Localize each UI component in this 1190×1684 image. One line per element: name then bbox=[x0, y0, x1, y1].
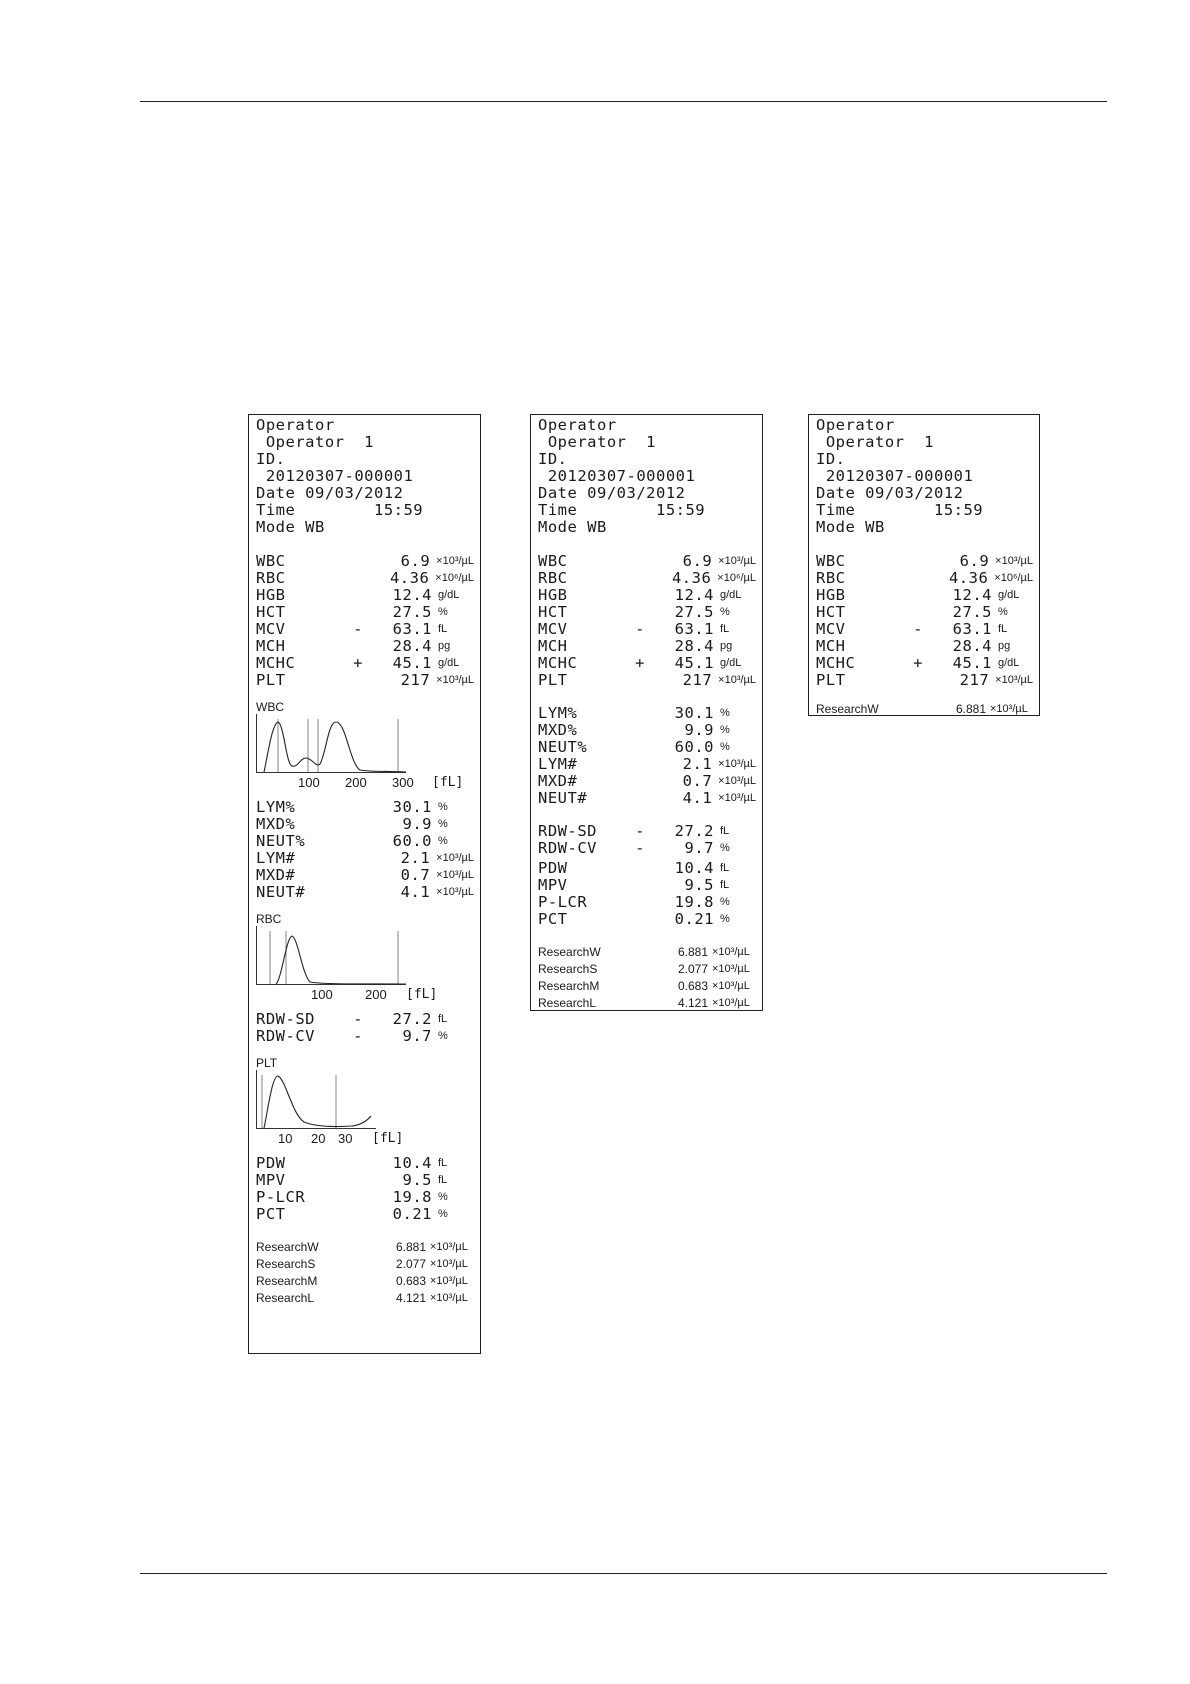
param-value: 9.5 bbox=[402, 1170, 432, 1189]
param-name: ResearchS bbox=[256, 1256, 316, 1271]
param-unit: fL bbox=[438, 1156, 448, 1169]
param-row-wbc bbox=[538, 552, 756, 569]
param-row-mxd- bbox=[538, 721, 756, 738]
param-unit: % bbox=[720, 912, 730, 925]
mode-line: Mode WB bbox=[816, 518, 885, 536]
param-value: 0.21 bbox=[392, 1204, 432, 1223]
param-row-mch bbox=[256, 637, 474, 654]
param-value: 28.4 bbox=[674, 636, 714, 655]
param-unit: ×10³/µL bbox=[718, 554, 756, 567]
param-value: 6.881 bbox=[955, 701, 986, 716]
param-unit: % bbox=[720, 723, 730, 736]
param-unit: % bbox=[438, 800, 448, 813]
research-params bbox=[256, 1238, 474, 1306]
id-label: ID. bbox=[538, 450, 568, 468]
wbc-diff-params bbox=[256, 798, 474, 900]
param-value: 27.5 bbox=[674, 602, 714, 621]
param-name: MXD% bbox=[538, 720, 578, 739]
param-name: HCT bbox=[256, 602, 286, 621]
param-unit: pg bbox=[438, 639, 451, 652]
param-unit: g/dL bbox=[720, 588, 742, 601]
operator-label: Operator bbox=[538, 416, 617, 434]
param-name: LYM# bbox=[256, 848, 296, 867]
param-unit: ×10³/µL bbox=[430, 1274, 468, 1287]
param-unit: ×10³/µL bbox=[990, 702, 1028, 715]
param-unit: ×10³/µL bbox=[430, 1291, 468, 1304]
param-value: 63.1 bbox=[674, 619, 714, 638]
rbc-tick-100: 100 bbox=[311, 987, 333, 1002]
param-value: 12.4 bbox=[952, 585, 992, 604]
id-label: ID. bbox=[256, 450, 286, 468]
param-unit: ×10³/µL bbox=[436, 673, 474, 686]
research-row-researchs bbox=[538, 960, 756, 977]
param-unit: fL bbox=[998, 622, 1008, 635]
param-row-mcv bbox=[816, 620, 1033, 637]
param-name: MCV bbox=[256, 619, 286, 638]
research-row-researchm bbox=[538, 977, 756, 994]
rdw-params bbox=[256, 1010, 474, 1044]
bottom-rule bbox=[140, 1573, 1107, 1574]
param-name: MXD% bbox=[256, 814, 296, 833]
param-row-pct bbox=[538, 910, 756, 927]
param-row-plt bbox=[256, 671, 474, 688]
top-rule bbox=[140, 101, 1107, 102]
param-value: 2.1 bbox=[682, 754, 713, 773]
param-name: RDW-CV bbox=[538, 838, 597, 857]
param-value: 12.4 bbox=[392, 585, 432, 604]
param-row-mpv bbox=[538, 876, 756, 893]
param-value: 4.121 bbox=[395, 1290, 426, 1305]
param-unit: ×10³/µL bbox=[430, 1240, 468, 1253]
param-value: 30.1 bbox=[674, 703, 714, 722]
param-value: 6.881 bbox=[395, 1239, 426, 1254]
param-unit: % bbox=[438, 1207, 448, 1220]
param-row-hct bbox=[256, 603, 474, 620]
param-row-lym- bbox=[256, 849, 474, 866]
param-name: MCH bbox=[816, 636, 846, 655]
param-row-rbc bbox=[256, 569, 474, 586]
param-unit: % bbox=[438, 1029, 448, 1042]
param-name: HGB bbox=[816, 585, 846, 604]
plt-histogram bbox=[256, 1056, 474, 1146]
param-flag: - bbox=[353, 619, 363, 638]
param-row-mch bbox=[816, 637, 1033, 654]
wbc-tick-200: 200 bbox=[345, 775, 367, 790]
param-unit: ×10³/µL bbox=[995, 554, 1033, 567]
header-block bbox=[256, 417, 474, 536]
param-flag: + bbox=[635, 653, 645, 672]
param-unit: g/dL bbox=[998, 588, 1020, 601]
param-flag: - bbox=[635, 838, 645, 857]
research-params bbox=[816, 700, 1033, 717]
param-row-wbc bbox=[816, 552, 1033, 569]
param-row-lym- bbox=[538, 704, 756, 721]
main-params bbox=[816, 552, 1033, 688]
param-value: 6.9 bbox=[959, 551, 990, 570]
research-row-researchl bbox=[538, 994, 756, 1011]
operator-value: Operator 1 bbox=[256, 433, 374, 451]
param-unit: ×10³/µL bbox=[712, 962, 750, 975]
param-row-rdw-cv bbox=[256, 1027, 474, 1044]
param-value: 9.9 bbox=[684, 720, 714, 739]
param-name: ResearchW bbox=[256, 1239, 319, 1254]
research-row-researchs bbox=[256, 1255, 474, 1272]
param-unit: % bbox=[438, 817, 448, 830]
param-unit: % bbox=[438, 1190, 448, 1203]
param-unit: ×10⁶/µL bbox=[994, 571, 1033, 584]
param-name: RBC bbox=[256, 568, 286, 587]
param-name: RDW-SD bbox=[256, 1009, 315, 1028]
param-unit: ×10³/µL bbox=[436, 885, 474, 898]
param-row-wbc bbox=[256, 552, 474, 569]
param-unit: g/dL bbox=[438, 656, 460, 669]
plt-params bbox=[256, 1154, 474, 1222]
param-row-lym- bbox=[538, 755, 756, 772]
param-row-neut- bbox=[256, 883, 474, 900]
param-name: RBC bbox=[538, 568, 568, 587]
param-name: ResearchM bbox=[256, 1273, 318, 1288]
param-row-lym- bbox=[256, 798, 474, 815]
time-line: Time 15:59 bbox=[538, 501, 706, 519]
rbc-tick-200: 200 bbox=[365, 987, 387, 1002]
param-flag: - bbox=[635, 821, 645, 840]
param-name: LYM% bbox=[256, 797, 296, 816]
plt-params bbox=[538, 859, 756, 927]
param-value: 45.1 bbox=[952, 653, 992, 672]
param-value: 63.1 bbox=[952, 619, 992, 638]
rbc-unit: [fL] bbox=[406, 987, 438, 1002]
param-unit: ×10³/µL bbox=[718, 774, 756, 787]
param-value: 19.8 bbox=[392, 1187, 432, 1206]
param-row-mxd- bbox=[538, 772, 756, 789]
wbc-tick-300: 300 bbox=[392, 775, 414, 790]
param-name: HCT bbox=[538, 602, 568, 621]
wbc-diff-params bbox=[538, 704, 756, 806]
wbc-tick-100: 100 bbox=[298, 775, 320, 790]
research-row-researchw bbox=[538, 943, 756, 960]
id-value: 20120307-000001 bbox=[816, 467, 974, 485]
param-value: 2.077 bbox=[677, 961, 708, 976]
param-value: 0.21 bbox=[674, 909, 714, 928]
param-unit: ×10³/µL bbox=[718, 791, 756, 804]
param-row-mcv bbox=[256, 620, 474, 637]
param-row-mpv bbox=[256, 1171, 474, 1188]
rbc-histogram-plot bbox=[256, 926, 406, 986]
param-value: 28.4 bbox=[392, 636, 432, 655]
param-name: PLT bbox=[538, 670, 568, 689]
param-name: MCV bbox=[816, 619, 846, 638]
header-block bbox=[816, 417, 1033, 536]
param-unit: % bbox=[720, 605, 730, 618]
param-name: WBC bbox=[538, 551, 568, 570]
param-name: RDW-SD bbox=[538, 821, 597, 840]
param-value: 0.7 bbox=[400, 865, 431, 884]
param-name: RDW-CV bbox=[256, 1026, 315, 1045]
param-name: MPV bbox=[538, 875, 568, 894]
param-value: 4.121 bbox=[677, 995, 708, 1010]
param-name: NEUT# bbox=[256, 882, 306, 901]
param-name: LYM% bbox=[538, 703, 578, 722]
param-flag: + bbox=[913, 653, 923, 672]
id-value: 20120307-000001 bbox=[256, 467, 414, 485]
param-name: PDW bbox=[538, 858, 568, 877]
param-unit: fL bbox=[720, 878, 730, 891]
rbc-histogram-title: RBC bbox=[256, 912, 282, 926]
param-unit: % bbox=[720, 740, 730, 753]
param-row-rbc bbox=[538, 569, 756, 586]
param-value: 10.4 bbox=[392, 1153, 432, 1172]
param-name: PCT bbox=[256, 1204, 286, 1223]
param-row-mchc bbox=[538, 654, 756, 671]
plt-histogram-title: PLT bbox=[256, 1056, 278, 1070]
param-row-p-lcr bbox=[256, 1188, 474, 1205]
param-value: 0.7 bbox=[682, 771, 713, 790]
param-unit: ×10³/µL bbox=[995, 673, 1033, 686]
param-unit: fL bbox=[438, 622, 448, 635]
param-value: 60.0 bbox=[392, 831, 432, 850]
rdw-params bbox=[538, 822, 756, 856]
param-unit: ×10³/µL bbox=[718, 673, 756, 686]
rbc-histogram bbox=[256, 912, 474, 1002]
param-row-hgb bbox=[816, 586, 1033, 603]
plt-histogram-plot bbox=[256, 1070, 376, 1130]
param-unit: % bbox=[438, 834, 448, 847]
param-value: 6.881 bbox=[677, 944, 708, 959]
param-name: MXD# bbox=[256, 865, 296, 884]
param-row-rdw-sd bbox=[538, 822, 756, 839]
param-row-rdw-cv bbox=[538, 839, 756, 856]
research-row-researchl bbox=[256, 1289, 474, 1306]
param-name: LYM# bbox=[538, 754, 578, 773]
param-name: PCT bbox=[538, 909, 568, 928]
param-row-rbc bbox=[816, 569, 1033, 586]
param-name: ResearchW bbox=[816, 701, 879, 716]
param-row-rdw-sd bbox=[256, 1010, 474, 1027]
param-value: 217 bbox=[959, 670, 990, 689]
operator-label: Operator bbox=[816, 416, 895, 434]
param-value: 27.2 bbox=[392, 1009, 432, 1028]
param-row-mxd- bbox=[256, 866, 474, 883]
param-flag: - bbox=[913, 619, 923, 638]
param-row-neut- bbox=[538, 738, 756, 755]
param-value: 27.5 bbox=[392, 602, 432, 621]
param-unit: ×10³/µL bbox=[712, 979, 750, 992]
param-value: 2.077 bbox=[395, 1256, 426, 1271]
param-name: ResearchM bbox=[538, 978, 600, 993]
param-row-hct bbox=[816, 603, 1033, 620]
printout-no-histograms bbox=[530, 414, 763, 1011]
param-name: PDW bbox=[256, 1153, 286, 1172]
param-name: NEUT# bbox=[538, 788, 588, 807]
mode-line: Mode WB bbox=[538, 518, 607, 536]
param-name: ResearchW bbox=[538, 944, 601, 959]
param-unit: fL bbox=[438, 1173, 448, 1186]
operator-label: Operator bbox=[256, 416, 335, 434]
research-row-researchw bbox=[256, 1238, 474, 1255]
time-line: Time 15:59 bbox=[256, 501, 424, 519]
operator-value: Operator 1 bbox=[538, 433, 656, 451]
plt-unit: [fL] bbox=[372, 1131, 404, 1146]
param-value: 4.1 bbox=[400, 882, 431, 901]
param-name: ResearchL bbox=[256, 1290, 315, 1305]
id-value: 20120307-000001 bbox=[538, 467, 696, 485]
param-name: HGB bbox=[256, 585, 286, 604]
param-unit: ×10³/µL bbox=[718, 757, 756, 770]
param-value: 28.4 bbox=[952, 636, 992, 655]
wbc-histogram bbox=[256, 700, 474, 790]
param-value: 2.1 bbox=[400, 848, 431, 867]
id-label: ID. bbox=[816, 450, 846, 468]
wbc-unit: [fL] bbox=[432, 775, 464, 790]
param-name: MCV bbox=[538, 619, 568, 638]
header-block bbox=[538, 417, 756, 536]
wbc-histogram-title: WBC bbox=[256, 700, 284, 714]
param-row-mchc bbox=[256, 654, 474, 671]
param-value: 4.36 bbox=[671, 568, 712, 587]
param-row-pdw bbox=[256, 1154, 474, 1171]
time-line: Time 15:59 bbox=[816, 501, 984, 519]
param-value: 45.1 bbox=[674, 653, 714, 672]
param-unit: % bbox=[720, 706, 730, 719]
param-value: 9.5 bbox=[684, 875, 714, 894]
param-name: HCT bbox=[816, 602, 846, 621]
param-name: MXD# bbox=[538, 771, 578, 790]
param-row-hgb bbox=[256, 586, 474, 603]
param-name: ResearchL bbox=[538, 995, 597, 1010]
param-flag: + bbox=[353, 653, 363, 672]
param-flag: - bbox=[635, 619, 645, 638]
param-unit: ×10³/µL bbox=[436, 851, 474, 864]
param-value: 4.36 bbox=[389, 568, 430, 587]
param-unit: pg bbox=[720, 639, 733, 652]
param-value: 217 bbox=[400, 670, 431, 689]
param-name: MCHC bbox=[816, 653, 856, 672]
param-unit: ×10³/µL bbox=[436, 554, 474, 567]
param-unit: ×10³/µL bbox=[430, 1257, 468, 1270]
param-row-hct bbox=[538, 603, 756, 620]
param-row-mxd- bbox=[256, 815, 474, 832]
param-name: WBC bbox=[256, 551, 286, 570]
param-value: 10.4 bbox=[674, 858, 714, 877]
param-unit: ×10³/µL bbox=[712, 945, 750, 958]
param-value: 19.8 bbox=[674, 892, 714, 911]
param-name: MCH bbox=[538, 636, 568, 655]
param-value: 4.36 bbox=[948, 568, 989, 587]
param-unit: % bbox=[720, 895, 730, 908]
param-row-pct bbox=[256, 1205, 474, 1222]
param-value: 4.1 bbox=[682, 788, 713, 807]
param-name: RBC bbox=[816, 568, 846, 587]
date-line: Date 09/03/2012 bbox=[538, 484, 686, 502]
research-params bbox=[538, 943, 756, 1011]
param-unit: ×10³/µL bbox=[712, 996, 750, 1009]
date-line: Date 09/03/2012 bbox=[816, 484, 964, 502]
printout-full bbox=[248, 414, 481, 1354]
printout-compact bbox=[808, 414, 1040, 716]
param-unit: ×10⁶/µL bbox=[717, 571, 756, 584]
param-flag: - bbox=[353, 1026, 363, 1045]
param-value: 27.2 bbox=[674, 821, 714, 840]
param-unit: % bbox=[998, 605, 1008, 618]
param-name: P-LCR bbox=[256, 1187, 306, 1206]
param-unit: fL bbox=[720, 861, 730, 874]
wbc-histogram-plot bbox=[256, 714, 406, 774]
param-unit: fL bbox=[720, 622, 730, 635]
param-unit: ×10³/µL bbox=[436, 868, 474, 881]
plt-tick-20: 20 bbox=[311, 1131, 326, 1146]
param-name: P-LCR bbox=[538, 892, 588, 911]
param-name: MCH bbox=[256, 636, 286, 655]
param-unit: pg bbox=[998, 639, 1011, 652]
param-name: MCHC bbox=[256, 653, 296, 672]
param-unit: g/dL bbox=[720, 656, 742, 669]
param-unit: ×10⁶/µL bbox=[435, 571, 474, 584]
param-value: 45.1 bbox=[392, 653, 432, 672]
param-value: 9.7 bbox=[684, 838, 714, 857]
param-value: 6.9 bbox=[400, 551, 431, 570]
param-flag: - bbox=[353, 1009, 363, 1028]
research-row-researchw bbox=[816, 700, 1033, 717]
main-params bbox=[538, 552, 756, 688]
param-value: 60.0 bbox=[674, 737, 714, 756]
param-row-plt bbox=[816, 671, 1033, 688]
param-row-mchc bbox=[816, 654, 1033, 671]
param-value: 0.683 bbox=[395, 1273, 426, 1288]
param-value: 6.9 bbox=[682, 551, 713, 570]
param-name: PLT bbox=[816, 670, 846, 689]
param-row-hgb bbox=[538, 586, 756, 603]
param-value: 9.9 bbox=[402, 814, 432, 833]
param-value: 12.4 bbox=[674, 585, 714, 604]
param-unit: fL bbox=[720, 824, 730, 837]
param-name: ResearchS bbox=[538, 961, 598, 976]
main-params bbox=[256, 552, 474, 688]
param-name: WBC bbox=[816, 551, 846, 570]
plt-tick-10: 10 bbox=[278, 1131, 293, 1146]
param-row-p-lcr bbox=[538, 893, 756, 910]
param-unit: % bbox=[720, 841, 730, 854]
research-row-researchm bbox=[256, 1272, 474, 1289]
param-row-pdw bbox=[538, 859, 756, 876]
param-row-mch bbox=[538, 637, 756, 654]
param-unit: % bbox=[438, 605, 448, 618]
param-unit: fL bbox=[438, 1012, 448, 1025]
param-value: 0.683 bbox=[677, 978, 708, 993]
param-value: 217 bbox=[682, 670, 713, 689]
mode-line: Mode WB bbox=[256, 518, 325, 536]
param-row-neut- bbox=[256, 832, 474, 849]
operator-value: Operator 1 bbox=[816, 433, 934, 451]
param-row-mcv bbox=[538, 620, 756, 637]
param-value: 27.5 bbox=[952, 602, 992, 621]
param-value: 63.1 bbox=[392, 619, 432, 638]
param-value: 9.7 bbox=[402, 1026, 432, 1045]
plt-tick-30: 30 bbox=[338, 1131, 353, 1146]
param-unit: g/dL bbox=[998, 656, 1020, 669]
param-name: NEUT% bbox=[256, 831, 306, 850]
param-name: MCHC bbox=[538, 653, 578, 672]
param-row-plt bbox=[538, 671, 756, 688]
param-unit: g/dL bbox=[438, 588, 460, 601]
date-line: Date 09/03/2012 bbox=[256, 484, 404, 502]
param-name: HGB bbox=[538, 585, 568, 604]
param-value: 30.1 bbox=[392, 797, 432, 816]
param-row-neut- bbox=[538, 789, 756, 806]
param-name: NEUT% bbox=[538, 737, 588, 756]
param-name: PLT bbox=[256, 670, 286, 689]
param-name: MPV bbox=[256, 1170, 286, 1189]
